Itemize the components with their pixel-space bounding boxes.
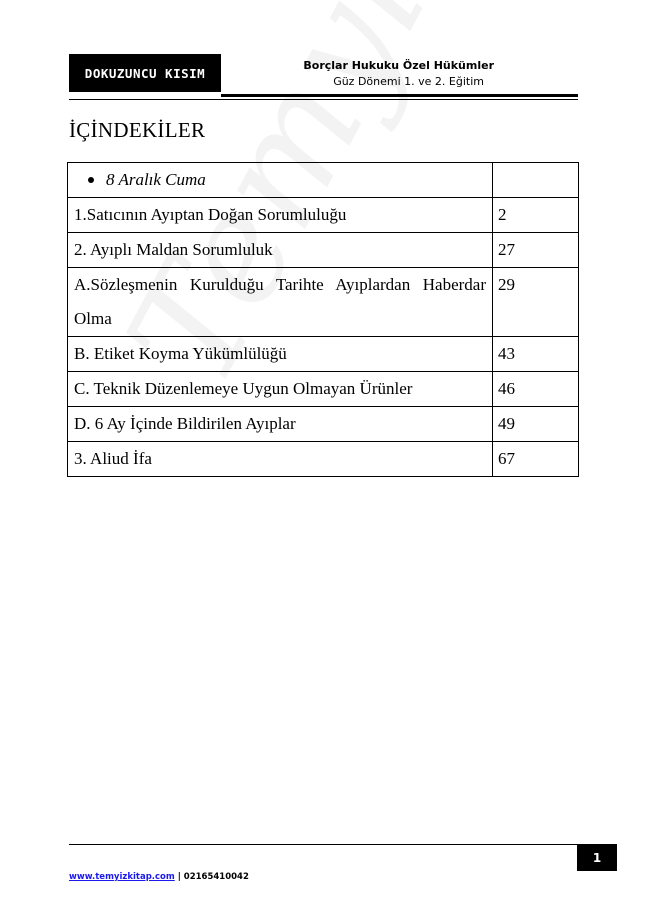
toc-topic: A.Sözleşmenin Kurulduğu Tarihte Ayıplardan Haberdar Olma <box>68 268 493 337</box>
toc-topic: 3. Aliud İfa <box>68 442 493 477</box>
date-heading: 8 Aralık Cuma <box>106 170 206 189</box>
toc-page: 2 <box>493 198 579 233</box>
website-link[interactable]: www.temyizkitap.com <box>69 872 175 882</box>
footer-rule <box>69 844 577 845</box>
header-rule-thick <box>221 94 578 97</box>
toc-page: 46 <box>493 372 579 407</box>
toc-date-row <box>68 163 579 198</box>
toc-topic: B. Etiket Koyma Yükümlülüğü <box>68 337 493 372</box>
toc-page: 29 <box>493 268 579 337</box>
bullet-icon <box>88 177 94 183</box>
book-title: Borçlar Hukuku Özel Hükümler <box>303 59 494 72</box>
toc-topic: D. 6 Ay İçinde Bildirilen Ayıplar <box>68 407 493 442</box>
toc-row[interactable] <box>68 372 579 407</box>
toc-row[interactable] <box>68 268 579 337</box>
header-rule-thin <box>69 99 578 100</box>
toc-row[interactable] <box>68 442 579 477</box>
phone-number: 02165410042 <box>183 872 249 882</box>
toc-page: 43 <box>493 337 579 372</box>
toc-row[interactable] <box>68 407 579 442</box>
toc-page: 27 <box>493 233 579 268</box>
toc-table <box>67 162 579 477</box>
toc-title: İÇİNDEKİLER <box>69 118 206 142</box>
toc-topic: 2. Ayıplı Maldan Sorumluluk <box>68 233 493 268</box>
toc-row[interactable] <box>68 233 579 268</box>
footer-contact <box>69 872 249 882</box>
footer-separator: | <box>177 872 181 882</box>
toc-row[interactable] <box>68 337 579 372</box>
toc-topic: 1.Satıcının Ayıptan Doğan Sorumluluğu <box>68 198 493 233</box>
toc-topic: C. Teknik Düzenlemeye Uygun Olmayan Ürünler <box>68 372 493 407</box>
toc-page: 67 <box>493 442 579 477</box>
toc-row[interactable] <box>68 198 579 233</box>
toc-page: 49 <box>493 407 579 442</box>
page-number: 1 <box>577 844 617 871</box>
section-label: DOKUZUNCU KISIM <box>69 54 221 92</box>
book-subtitle: Güz Dönemi 1. ve 2. Eğitim <box>333 75 484 88</box>
